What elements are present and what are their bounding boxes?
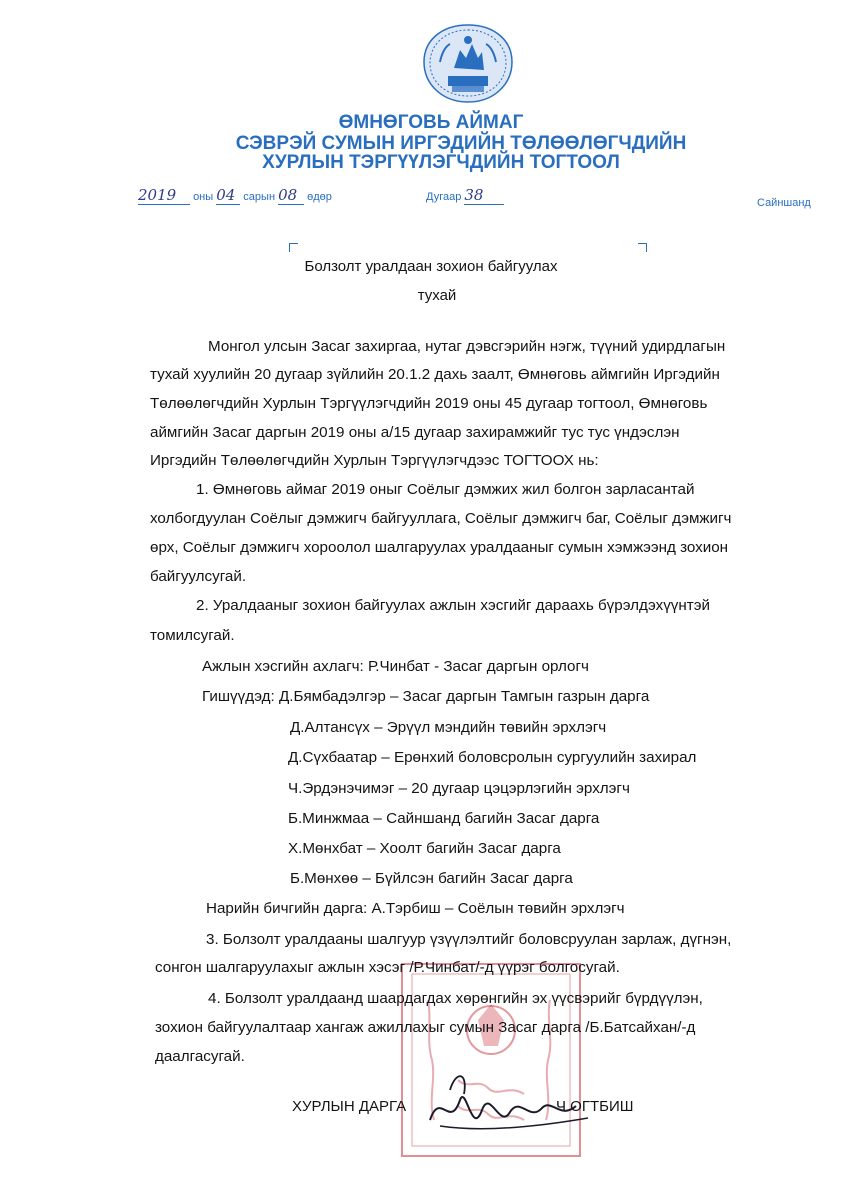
body-line: холбогдуулан Соёлыг дэмжигч байгууллага, Соёлыг дэмжигч баг, Соёлыг дэмжигч [150, 510, 732, 527]
header-aimag: ӨМНӨГОВЬ АЙМАГ [338, 112, 524, 133]
state-emblem-icon [420, 22, 516, 106]
body-line: байгуулсугай. [150, 568, 247, 585]
number-field [426, 186, 504, 205]
title-corner-left [289, 243, 298, 252]
number-value: 38 [464, 186, 504, 205]
document-title-line2: тухай [417, 287, 457, 304]
document-title-line1: Болзолт уралдаан зохион байгуулах [304, 258, 558, 275]
date-month: 04 [216, 186, 240, 205]
place: Сайншанд [757, 197, 811, 209]
committee-secretary: Нарийн бичгийн дарга: А.Тэрбиш – Соёлын төвийн эрхлэгч [206, 900, 625, 917]
committee-member: Х.Мөнхбат – Хоолт багийн Засаг дарга [288, 840, 561, 857]
body-line: 1. Өмнөговь аймаг 2019 оныг Соёлыг дэмжих жил болгон зарласантай [196, 481, 695, 498]
header-resolution: ХУРЛЫН ТЭРГҮҮЛЭГЧДИЙН ТОГТООЛ [262, 152, 620, 173]
body-line: томилсугай. [150, 627, 235, 644]
number-label: Дугаар [426, 191, 462, 203]
body-line: Монгол улсын Засаг захиргаа, нутаг дэвсгэрийн нэгж, түүний удирдлагын [208, 338, 726, 355]
date-day: 08 [278, 186, 304, 205]
date-field [138, 186, 332, 205]
committee-head: Ажлын хэсгийн ахлагч: Р.Чинбат - Засаг даргын орлогч [202, 658, 589, 675]
body-line: өрх, Соёлыг дэмжигч хороолол шалгаруулах уралдааныг сумын хэмжээнд зохион [150, 539, 729, 556]
body-line: тухай хуулийн 20 дугаар зүйлийн 20.1.2 дахь заалт, Өмнөговь аймгийн Иргэдийн [150, 366, 720, 383]
signatory-name: Ч.ОГТБИШ [556, 1098, 634, 1115]
body-line: зохион байгуулалтаар хангаж ажиллахыг сумын Засаг дарга /Б.Батсайхан/-д [155, 1019, 696, 1036]
committee-member: Д.Сүхбаатар – Ерөнхий боловсролын сургуулийн захирал [288, 749, 697, 766]
signatory-title: ХУРЛЫН ДАРГА [292, 1098, 407, 1115]
title-corner-right [638, 243, 647, 252]
body-line: Төлөөлөгчдийн Хурлын Тэргүүлэгчдийн 2019 оны 45 дугаар тогтоол, Өмнөговь [150, 395, 708, 412]
handwritten-signature [410, 1060, 610, 1150]
date-year-label: оны [193, 191, 214, 203]
date-day-label: өдөр [307, 191, 332, 203]
body-line: 3. Болзолт уралдааны шалгуур үзүүлэлтийг боловсруулан зарлаж, дүгнэн, [206, 931, 732, 948]
body-line: даалгасугай. [155, 1048, 245, 1065]
body-line: 2. Уралдааныг зохион байгуулах ажлын хэсгийг дараахь бүрэлдэхүүнтэй [196, 597, 710, 614]
committee-member: Ч.Эрдэнэчимэг – 20 дугаар цэцэрлэгийн эрхлэгч [288, 780, 630, 797]
date-year: 2019 [138, 186, 190, 205]
body-line: Иргэдийн Төлөөлөгчдийн Хурлын Тэргүүлэгчдээс ТОГТООХ нь: [150, 452, 599, 469]
date-month-label: сарын [243, 191, 276, 203]
body-line: аймгийн Засаг даргын 2019 оны а/15 дугаар захирамжийг тус тус үндэслэн [150, 424, 680, 441]
body-line: сонгон шалгаруулахыг ажлын хэсэг /Р.Чинбат/-д үүрэг болгосугай. [155, 959, 620, 976]
committee-member: Б.Мөнхөө – Бүйлсэн багийн Засаг дарга [290, 870, 573, 887]
committee-member: Д.Алтансүх – Эрүүл мэндийн төвийн эрхлэгч [290, 719, 607, 736]
committee-member: Гишүүдэд: Д.Бямбадэлгэр – Засаг даргын Тамгын газрын дарга [202, 688, 650, 705]
committee-member: Б.Минжмаа – Сайншанд багийн Засаг дарга [288, 810, 600, 827]
body-line: 4. Болзолт уралдаанд шаардагдах хөрөнгийн эх үүсвэрийг бүрдүүлэн, [208, 990, 703, 1007]
header-council: СЭВРЭЙ СУМЫН ИРГЭДИЙН ТӨЛӨӨЛӨГЧДИЙН [235, 133, 687, 154]
